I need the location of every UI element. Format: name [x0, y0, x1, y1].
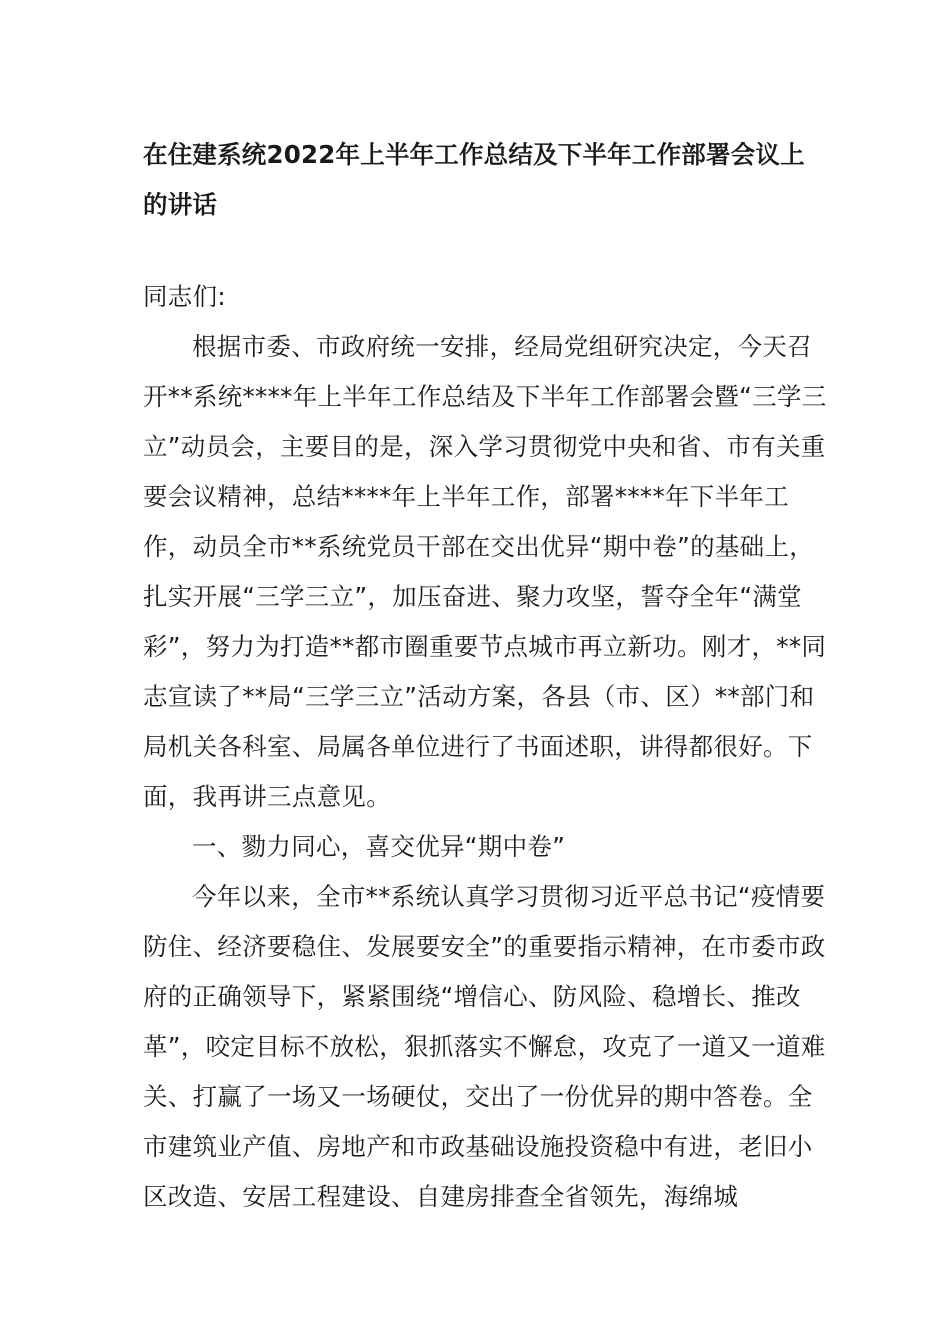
- document-title: 在住建系统2022年上半年工作总结及下半年工作部署会议上的讲话: [143, 140, 805, 219]
- salutation: 同志们:: [143, 282, 226, 311]
- paragraph-intro: 根据市委、市政府统一安排，经局党组研究决定，今天召开**系统****年上半年工作总结及下半年工作部署会暨“三学三立”动员会，主要目的是，深入学习贯彻党中央和省、市有关重要会议精神，总结****年上半年工作，部署****年下半年工作，动员全市**系统党员干部在交出优异“期中卷”的基础上，扎实开展“三学三立”，加压奋进、聚力攻坚，誓夺全年“满堂彩”，努力为打造**都市圈重要节点城市再立新功。刚才，**同志宣读了**局“三学三立”活动方案，各县（市、区）**部门和局机关各科室、局属各单位进行了书面述职，讲得都很好。下面，我再讲三点意见。: [143, 332, 827, 811]
- section-heading-1: 一、勠力同心，喜交优异“期中卷”: [192, 832, 566, 861]
- paragraph-section-1: 今年以来，全市**系统认真学习贯彻习近平总书记“疫情要防住、经济要稳住、发展要安全”的重要指示精神，在市委市政府的正确领导下，紧紧围绕“增信心、防风险、稳增长、推改革”，咬定目标不放松，狠抓落实不懈怠，攻克了一道又一道难关、打赢了一场又一场硬仗，交出了一份优异的期中答卷。全市建筑业产值、房地产和市政基础设施投资稳中有进，老旧小区改造、安居工程建设、自建房排查全省领先，海绵城: [143, 882, 826, 1211]
- document-body: [143, 272, 833, 1222]
